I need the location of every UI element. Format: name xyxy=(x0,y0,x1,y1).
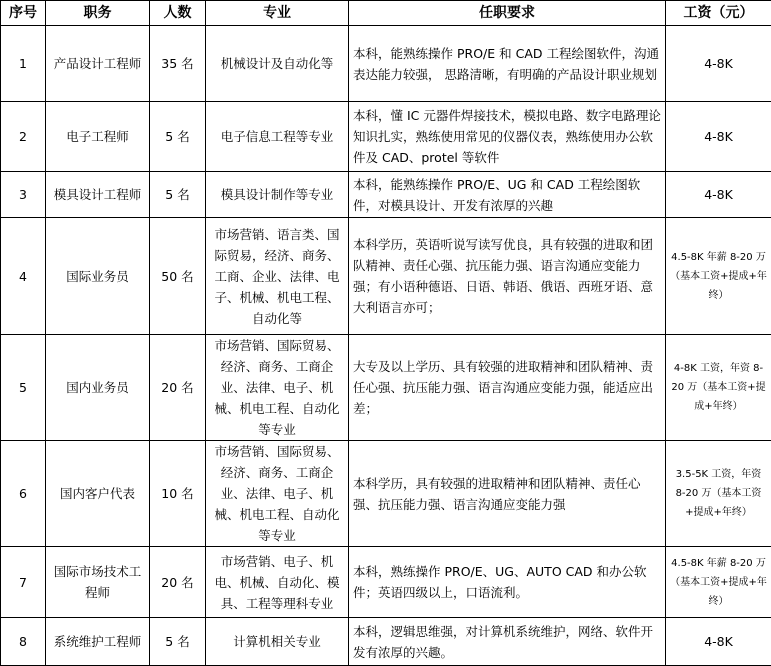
cell-count: 20 名 xyxy=(150,547,206,618)
header-major: 专业 xyxy=(206,1,349,26)
table-row xyxy=(1,335,771,441)
cell-position: 国内业务员 xyxy=(46,335,150,441)
cell-major: 机械设计及自动化等 xyxy=(206,26,349,102)
cell-seq: 3 xyxy=(1,172,46,218)
cell-position: 模具设计工程师 xyxy=(46,172,150,218)
header-salary: 工资（元） xyxy=(666,1,771,26)
table-row xyxy=(1,547,771,618)
cell-count: 50 名 xyxy=(150,218,206,335)
cell-requirements: 大专及以上学历、具有较强的进取精神和团队精神、责任心强、抗压能力强、语言沟通应变能力强，能适应出差； xyxy=(349,335,666,441)
cell-seq: 2 xyxy=(1,102,46,172)
cell-requirements: 本科，逻辑思维强，对计算机系统维护，网络、软件开发有浓厚的兴趣。 xyxy=(349,618,666,666)
cell-major: 计算机相关专业 xyxy=(206,618,349,666)
cell-requirements: 本科学历，具有较强的进取精神和团队精神、责任心强、抗压能力强、语言沟通应变能力强 xyxy=(349,441,666,547)
cell-salary: 4.5-8K 年薪 8-20 万（基本工资+提成+年终） xyxy=(666,547,771,618)
header-count: 人数 xyxy=(150,1,206,26)
table-row xyxy=(1,26,771,102)
table-row xyxy=(1,218,771,335)
cell-count: 5 名 xyxy=(150,618,206,666)
cell-major: 电子信息工程等专业 xyxy=(206,102,349,172)
cell-salary: 3.5-5K 工资，年资 8-20 万（基本工资+提成+年终） xyxy=(666,441,771,547)
table-row xyxy=(1,102,771,172)
table-row xyxy=(1,172,771,218)
cell-seq: 4 xyxy=(1,218,46,335)
cell-seq: 5 xyxy=(1,335,46,441)
cell-major: 市场营销、国际贸易、经济、商务、工商企业、法律、电子、机械、机电工程、自动化等专业 xyxy=(206,441,349,547)
cell-position: 国际业务员 xyxy=(46,218,150,335)
cell-position: 国内客户代表 xyxy=(46,441,150,547)
cell-position: 电子工程师 xyxy=(46,102,150,172)
cell-requirements: 本科，懂 IC 元器件焊接技术，模拟电路、数字电路理论知识扎实，熟练使用常见的仪器仪表，熟练使用办公软件及 CAD、protel 等软件 xyxy=(349,102,666,172)
header-seq: 序号 xyxy=(1,1,46,26)
cell-count: 35 名 xyxy=(150,26,206,102)
cell-major: 市场营销、电子、机电、机械、自动化、模具、工程等理科专业 xyxy=(206,547,349,618)
cell-requirements: 本科，能熟练操作 PRO/E、UG 和 CAD 工程绘图软件，对模具设计、开发有浓厚的兴趣 xyxy=(349,172,666,218)
cell-seq: 1 xyxy=(1,26,46,102)
header-requirements: 任职要求 xyxy=(349,1,666,26)
table-row xyxy=(1,618,771,666)
cell-major: 市场营销、语言类、国际贸易，经济、商务、工商、企业、法律、电子、机械、机电工程、自动化等 xyxy=(206,218,349,335)
cell-requirements: 本科学历，英语听说写读写优良，具有较强的进取和团队精神、责任心强、抗压能力强、语言沟通应变能力强；有小语种德语、日语、韩语、俄语、西班牙语、意大利语言亦可； xyxy=(349,218,666,335)
cell-requirements: 本科，能熟练操作 PRO/E 和 CAD 工程绘图软件，沟通表达能力较强， 思路清晰，有明确的产品设计职业规划 xyxy=(349,26,666,102)
cell-salary: 4-8K xyxy=(666,102,771,172)
cell-position: 国际市场技术工程师 xyxy=(46,547,150,618)
cell-salary: 4-8K xyxy=(666,26,771,102)
cell-seq: 8 xyxy=(1,618,46,666)
cell-position: 产品设计工程师 xyxy=(46,26,150,102)
cell-count: 5 名 xyxy=(150,102,206,172)
cell-salary: 4-8K xyxy=(666,172,771,218)
cell-requirements: 本科，熟练操作 PRO/E、UG、AUTO CAD 和办公软件；英语四级以上，口语流利。 xyxy=(349,547,666,618)
cell-count: 10 名 xyxy=(150,441,206,547)
cell-salary: 4-8K xyxy=(666,618,771,666)
cell-salary: 4-8K 工资，年资 8-20 万（基本工资+提成+年终） xyxy=(666,335,771,441)
cell-major: 市场营销、国际贸易、经济、商务、工商企业、法律、电子、机械、机电工程、自动化等专业 xyxy=(206,335,349,441)
cell-position: 系统维护工程师 xyxy=(46,618,150,666)
cell-major: 模具设计制作等专业 xyxy=(206,172,349,218)
table-row xyxy=(1,441,771,547)
cell-seq: 6 xyxy=(1,441,46,547)
cell-seq: 7 xyxy=(1,547,46,618)
cell-count: 20 名 xyxy=(150,335,206,441)
header-row xyxy=(1,1,771,26)
cell-count: 5 名 xyxy=(150,172,206,218)
cell-salary: 4.5-8K 年薪 8-20 万（基本工资+提成+年终） xyxy=(666,218,771,335)
header-position: 职务 xyxy=(46,1,150,26)
